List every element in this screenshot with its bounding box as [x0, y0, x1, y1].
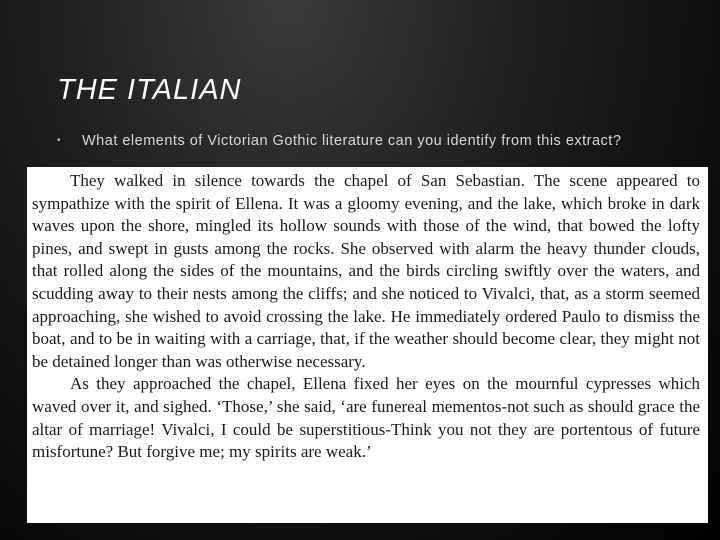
- slide-title: THE ITALIAN: [57, 74, 242, 106]
- excerpt-image: [27, 167, 708, 523]
- bullet-text: What elements of Victorian Gothic literature can you identify from this extract?: [82, 133, 622, 149]
- excerpt-paragraph-1: They walked in silence towards the chapel of San Sebastian. The scene appeared to sympathize with the spirit of Ellena. It was a gloomy evening, and the lake, which broke in dark waves upon the shore, mingled its hollow sounds with those of the wind, that bowed the lofty pines, and swept in gusts among the rocks. She observed with alarm the heavy thunder clouds, that rolled along the sides of the mountains, and the birds circling swiftly over the waters, and scudding away to their nests among the cliffs; and she noticed to Vivalci, that, as a storm seemed approaching, she wished to avoid crossing the lake. He immediately ordered Paulo to dismiss the boat, and to be in waiting with a carriage, that, if the weather should become clear, they might not be detained longer than was otherwise necessary.: [32, 171, 700, 371]
- bullet-marker: •: [57, 135, 61, 146]
- excerpt-paragraph-2: As they approached the chapel, Ellena fixed her eyes on the mournful cypresses which waved over it, and sighed. ‘Those,’ she said, ‘are funereal mementos-not such as should grace the altar of marriage! Vivalci, I could be superstitious-Think you not they are portentous of future misfortune? But forgive me; my spirits are weak.’: [32, 374, 700, 462]
